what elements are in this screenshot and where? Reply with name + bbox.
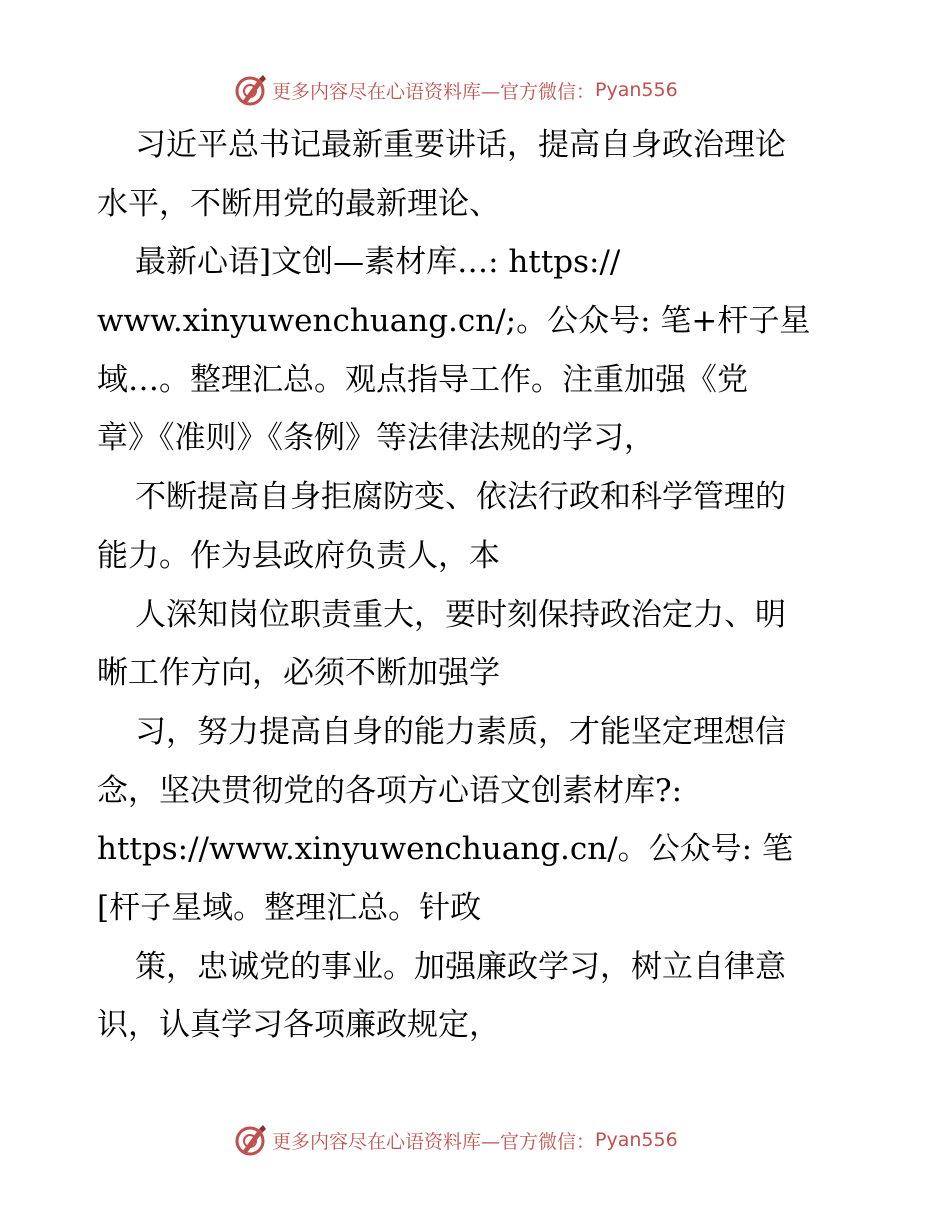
document-body: [97, 116, 867, 1055]
footer-banner-text: 更多内容尽在心语资料库—官方微信：: [272, 1130, 596, 1153]
brand-logo-icon: [232, 72, 268, 108]
text-line: https://www.xinyuwenchuang.cn/。公众号: 笔: [97, 831, 793, 868]
header-banner: [232, 72, 732, 108]
text-line: 策，忠诚党的事业。加强廉政学习，树立自律意: [135, 948, 786, 985]
text-line: 习近平总书记最新重要讲话，提高自身政治理论: [135, 127, 786, 163]
text-line: 识，认真学习各项廉政规定，: [97, 1007, 500, 1044]
text-line: 晰工作方向，必须不断加强学: [97, 655, 500, 692]
text-line: 水平，不断用党的最新理论、: [97, 185, 500, 222]
text-line: 习，努力提高自身的能力素质，才能坚定理想信: [135, 713, 786, 750]
text-line: www.xinyuwenchuang.cn/;。公众号: 笔+杆子星: [97, 303, 811, 340]
text-line: 人深知岗位职责重大，要时刻保持政治定力、明: [135, 596, 786, 633]
text-line: 最新心语]文创—素材库…: https://: [135, 244, 621, 281]
text-line: 能力。作为县政府负责人，本: [97, 537, 500, 574]
text-line: [杆子星域。整理汇总。针政: [97, 889, 482, 926]
text-line: 不断提高自身拒腐防变、依法行政和科学管理的: [135, 479, 786, 516]
header-banner-wechat-id: Pyan556: [595, 79, 678, 101]
header-banner-text: 更多内容尽在心语资料库—官方微信：: [272, 80, 596, 103]
footer-banner-wechat-id: Pyan556: [595, 1129, 678, 1151]
brand-logo-icon: [232, 1122, 268, 1158]
footer-banner: [232, 1122, 732, 1158]
text-line: 章》《准则》《条例》等法律法规的学习，: [97, 420, 655, 457]
text-line: 域…。整理汇总。观点指导工作。注重加强《党: [97, 361, 748, 398]
text-line: 念，坚决贯彻党的各项方心语文创素材库?:: [97, 772, 683, 809]
